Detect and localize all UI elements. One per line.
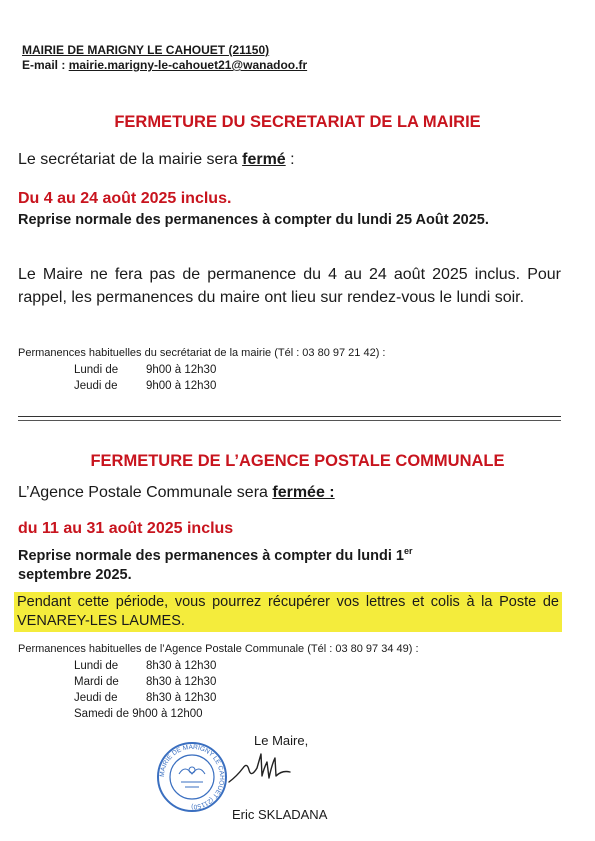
hours-time: 8h30 à 12h30: [146, 660, 217, 672]
handwritten-signature: [225, 748, 305, 788]
hours-time: 8h30 à 12h30: [146, 692, 217, 704]
hours-time: 9h00 à 12h30: [146, 364, 217, 376]
mayor-name: Eric SKLADANA: [232, 807, 328, 822]
agence-hours-row: [74, 676, 216, 688]
mairie-header: MAIRIE DE MARIGNY LE CAHOUET (21150): [22, 43, 270, 57]
secretariat-title: FERMETURE DU SECRETARIAT DE LA MAIRIE: [114, 113, 481, 131]
mayor-note: Le Maire ne fera pas de permanence du 4 au 24 août 2025 inclus. Pour rappel, les permanences du maire ont lieu sur rendez-vous le lundi soir.: [18, 266, 561, 306]
svg-text:MAIRIE DE MARIGNY LE CAHOUET (: [159, 744, 225, 810]
lead-text: Le secrétariat de la mairie sera: [18, 151, 243, 168]
hours-day: Jeudi de: [74, 692, 118, 704]
resume-sup: er: [404, 546, 413, 556]
agence-lead: [18, 484, 335, 502]
highlight-note: Pendant cette période, vous pourrez récupérer vos lettres et colis à la Poste de VENAREY-LES LAUMES.: [14, 592, 562, 632]
email-label: E-mail :: [22, 58, 69, 72]
secretariat-hours-title: Permanences habituelles du secrétariat de la mairie (Tél : 03 80 97 21 42) :: [18, 347, 386, 359]
section-divider: [18, 420, 561, 421]
hours-time: 8h30 à 12h30: [146, 676, 217, 688]
hours-day: Jeudi de: [74, 380, 118, 392]
hours-day: Lundi de: [74, 364, 119, 376]
mayor-role: Le Maire,: [254, 733, 309, 748]
section-divider: [18, 416, 561, 417]
agence-resume: [18, 542, 561, 585]
resume-text: Reprise normale des permanences à compter du lundi 1: [18, 547, 404, 564]
secretariat-hours-row: [74, 380, 216, 392]
lead-end: :: [285, 151, 295, 168]
secretariat-dates: Du 4 au 24 août 2025 inclus.: [18, 190, 232, 207]
agence-hours-row: [74, 708, 203, 720]
hours-day: Samedi de: [74, 708, 129, 720]
email-link[interactable]: mairie.marigny-le-cahouet21@wanadoo.fr: [68, 58, 308, 72]
hours-day: Lundi de: [74, 660, 119, 672]
stamp-text: MAIRIE DE MARIGNY LE CAHOUET (21150): [158, 743, 226, 811]
hours-day: Mardi de: [74, 676, 119, 688]
secretariat-hours-row: [74, 364, 216, 376]
agence-dates: du 11 au 31 août 2025 inclus: [18, 520, 234, 537]
agence-hours-row: [74, 692, 216, 704]
secretariat-lead: [18, 151, 295, 169]
agence-title: FERMETURE DE L’AGENCE POSTALE COMMUNALE: [90, 452, 505, 470]
official-stamp: [155, 740, 229, 814]
lead-text: L’Agence Postale Communale sera: [18, 484, 273, 501]
hours-time: 9h00 à 12h00: [132, 708, 203, 720]
secretariat-resume: Reprise normale des permanences à compter du lundi 25 Août 2025.: [18, 212, 489, 228]
resume-text-end: septembre 2025.: [18, 566, 132, 583]
lead-bold: fermé: [242, 151, 286, 168]
email-line: [22, 58, 307, 72]
lead-bold: fermée :: [272, 484, 335, 501]
agence-hours-title: Permanences habituelles de l’Agence Postale Communale (Tél : 03 80 97 34 49) :: [18, 643, 419, 655]
hours-time: 9h00 à 12h30: [146, 380, 217, 392]
agence-hours-row: [74, 660, 216, 672]
